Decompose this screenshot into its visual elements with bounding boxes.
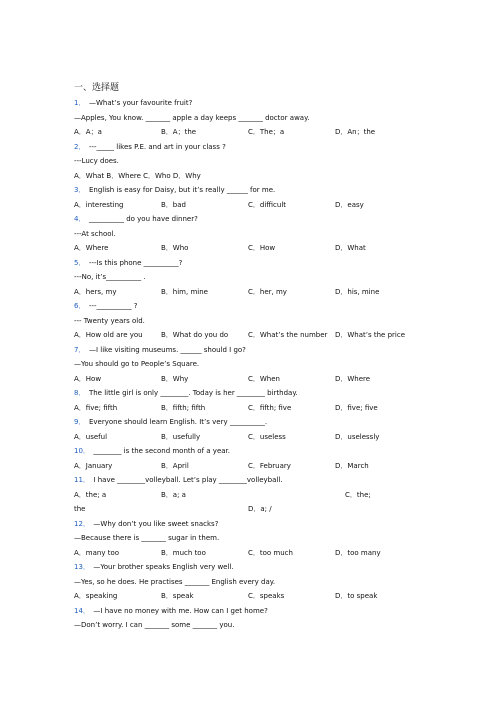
answer-option[interactable]: A．many too (74, 548, 120, 557)
answer-option[interactable]: B．Why (161, 374, 189, 383)
answer-option[interactable]: A．January (74, 461, 113, 470)
options-line (74, 546, 494, 561)
question-line (74, 140, 494, 155)
question-line (74, 96, 494, 111)
answer-option[interactable]: B．speak (161, 592, 194, 600)
line-text: —You should go to People’s Square. (74, 360, 200, 368)
answer-option[interactable]: A．A；a (74, 128, 102, 136)
question-line (74, 560, 494, 575)
question-number: 10． (74, 447, 90, 455)
answer-option[interactable]: A．hers, my (74, 287, 117, 296)
answer-option[interactable]: A．five; fifth (74, 403, 118, 412)
question-line (74, 444, 494, 459)
question-line (74, 415, 494, 430)
options-line (74, 328, 494, 343)
question-text: ________ is the second month of a year. (93, 447, 230, 455)
answer-option[interactable]: B．bad (161, 200, 186, 209)
options-line (74, 589, 494, 604)
answer-option[interactable]: C．difficult (248, 200, 287, 209)
answer-option[interactable]: A．the; a (74, 490, 107, 499)
text-line (74, 357, 494, 372)
answer-option[interactable]: D．uselessly (335, 432, 380, 441)
question-number: 13． (74, 563, 90, 571)
answer-option[interactable]: C．too much (248, 548, 293, 557)
answer-option[interactable]: B．him, mine (161, 287, 208, 296)
answer-option[interactable]: C．How (248, 244, 276, 252)
answer-option[interactable]: C．speaks (248, 592, 285, 600)
answer-option[interactable]: D．a; / (248, 505, 272, 513)
question-text: Everyone should learn English. It’s very __________. (88, 418, 268, 426)
options-line (74, 459, 494, 474)
question-line (74, 386, 494, 401)
options-line (74, 430, 494, 445)
answer-option[interactable]: D．easy (335, 200, 364, 209)
question-text: __________ do you have dinner? (88, 215, 198, 223)
text-line (74, 227, 494, 242)
answer-option[interactable]: D．to speak (335, 592, 378, 600)
line-text: —Apples, You know. _______ apple a day keeps _______ doctor away. (74, 113, 310, 122)
answer-option[interactable]: D．March (335, 461, 369, 470)
answer-option[interactable]: B．usefully (161, 432, 201, 441)
line-text: A．What B．Where C．Who D．Why (74, 171, 201, 180)
question-number: 12． (74, 519, 90, 528)
answer-option[interactable]: C．the; (345, 490, 371, 499)
question-line (74, 604, 494, 619)
question-number: 5． (74, 258, 86, 267)
answer-option[interactable]: A．Where (74, 244, 109, 252)
answer-option[interactable]: C．When (248, 374, 280, 383)
question-number: 4． (74, 215, 86, 223)
question-text: —Your brother speaks English very well. (93, 563, 234, 571)
question-line (74, 299, 494, 314)
question-number: 8． (74, 389, 86, 397)
answer-option[interactable]: C．her, my (248, 287, 287, 296)
answer-option[interactable]: D．An；the (335, 128, 376, 136)
question-text: I have ________volleyball. Let’s play ________volleyball. (93, 476, 283, 484)
line-text: ---No, it’s__________ . (74, 273, 146, 281)
text-line (74, 575, 494, 590)
options-line (74, 401, 494, 416)
question-text: English is easy for Daisy, but it’s really ______ for me. (88, 186, 276, 194)
answer-option[interactable]: B．a; a (161, 490, 186, 499)
answer-option[interactable]: D．What (335, 244, 366, 252)
question-number: 9． (74, 418, 86, 426)
answer-option[interactable]: D．Where (335, 374, 371, 383)
answer-option[interactable]: D．his, mine (335, 287, 380, 296)
answer-option[interactable]: B．April (161, 461, 189, 470)
line-text: —Yes, so he does. He practises _______ English every day. (74, 577, 276, 586)
answer-option[interactable]: C．fifth; five (248, 403, 292, 412)
answer-option[interactable]: D．What’s the price (335, 331, 406, 339)
answer-option[interactable]: A．useful (74, 432, 108, 441)
answer-option[interactable]: C．What’s the number (248, 331, 328, 339)
question-text: ---Is this phone __________? (88, 258, 183, 267)
answer-option[interactable]: the (74, 505, 86, 513)
answer-option[interactable]: D．five; five (335, 403, 378, 412)
options-line (74, 125, 494, 140)
question-text: —I like visiting museums. ______ should I go? (88, 345, 246, 354)
answer-option[interactable]: A．How (74, 374, 102, 383)
answer-option[interactable]: B．Who (161, 244, 189, 252)
answer-option[interactable]: B．What do you do (161, 331, 229, 339)
line-text: ---Lucy does. (74, 157, 119, 165)
text-line (74, 531, 494, 546)
section-title: 一、选择题 (74, 83, 120, 93)
text-line (74, 314, 494, 329)
options-line (74, 372, 494, 387)
text-line (74, 111, 494, 126)
question-text: —Why don’t you like sweet snacks? (93, 519, 219, 528)
line-text: —Because there is _______ sugar in them. (74, 534, 220, 542)
answer-option[interactable]: D．too many (335, 548, 381, 557)
question-text: —I have no money with me. How can I get home? (93, 606, 268, 615)
question-line (74, 256, 494, 271)
question-text: ---__________ ? (88, 302, 138, 310)
question-number: 14． (74, 606, 90, 615)
question-text: ---_____ likes P.E. and art in your class ? (88, 142, 226, 151)
question-list (74, 96, 494, 633)
text-line (74, 270, 494, 285)
line-text: ---At school. (74, 229, 116, 238)
options-line (74, 488, 494, 503)
answer-option[interactable]: B．fifth; fifth (161, 403, 206, 412)
answer-option[interactable]: A．interesting (74, 200, 124, 209)
line-text: --- Twenty years old. (74, 316, 145, 325)
question-line (74, 517, 494, 532)
question-number: 2． (74, 142, 86, 151)
options-line (74, 241, 494, 256)
options-line (74, 198, 494, 213)
answer-option[interactable]: A．How old are you (74, 331, 143, 339)
question-line (74, 183, 494, 198)
options-line (74, 502, 494, 517)
question-text: —What’s your favourite fruit? (88, 99, 193, 107)
answer-option[interactable]: B．A；the (161, 128, 197, 136)
question-number: 3． (74, 186, 86, 194)
answer-option[interactable]: B．much too (161, 548, 206, 557)
question-line (74, 473, 494, 488)
question-line (74, 212, 494, 227)
line-text: —Don’t worry. I can _______ some _______ you. (74, 621, 235, 629)
answer-option[interactable]: C．The；a (248, 128, 285, 136)
answer-option[interactable]: C．February (248, 461, 291, 470)
text-line (74, 154, 494, 169)
question-number: 11． (74, 476, 90, 484)
text-line (74, 618, 494, 633)
text-line (74, 169, 494, 184)
question-number: 7． (74, 345, 86, 354)
question-number: 1． (74, 99, 86, 107)
question-number: 6． (74, 302, 86, 310)
options-line (74, 285, 494, 300)
question-line (74, 343, 494, 358)
answer-option[interactable]: A．speaking (74, 592, 118, 600)
answer-option[interactable]: C．useless (248, 432, 286, 441)
question-text: The little girl is only ________. Today is her ________ birthday. (88, 389, 298, 397)
